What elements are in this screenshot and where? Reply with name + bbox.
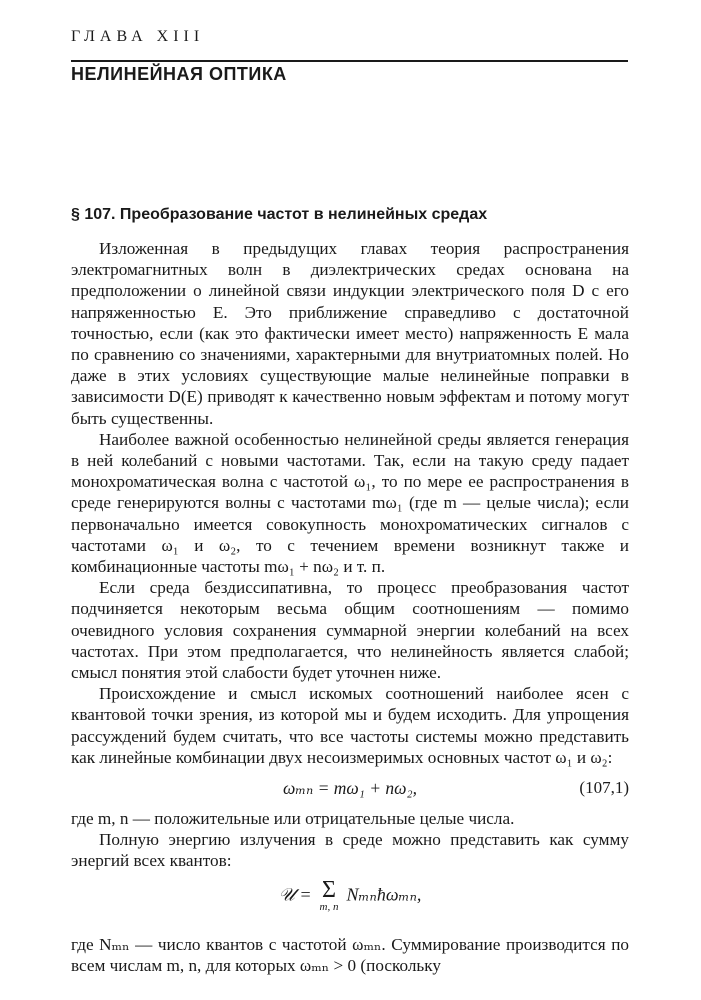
- section-title: § 107. Преобразование частот в нелинейных средах: [71, 206, 488, 223]
- formula-107-1-number: (107,1): [579, 778, 629, 798]
- formula-107-1-expression: ωₘₙ = mω₁ + nω₂,: [283, 778, 417, 799]
- formula-107-1: [71, 768, 629, 808]
- chapter-title: НЕЛИНЕЙНАЯ ОПТИКА: [71, 64, 287, 84]
- header-rule: [71, 60, 628, 62]
- sigma-symbol: Σ: [322, 876, 336, 903]
- energy-sum-formula: [71, 872, 629, 934]
- paragraph-6: Полную энергию излучения в среде можно представить как сумму энергий всех квантов:: [71, 830, 629, 871]
- paragraph-4: Происхождение и смысл искомых соотношений наиболее ясен с квантовой точки зрения, из которой мы и будем исходить. Для упрощения рассуждений будем считать, что все частоты системы можно представить как линейные комбинации двух несоизмеримых основных частот ω₁ и ω₂:: [71, 684, 629, 767]
- paragraph-5: где m, n — положительные или отрицательные целые числа.: [71, 809, 515, 829]
- energy-symbol: 𝒰 =: [278, 884, 312, 905]
- summation-sign: [316, 878, 342, 912]
- body-text: [71, 238, 629, 976]
- paragraph-3: Если среда бездиссипативна, то процесс преобразования частот подчиняется некоторым весьма общим соотношениям — помимо очевидного условия сохранения суммарной энергии колебаний на всех частотах. При этом предполагается, что нелинейность является слабой; смысл понятия этой слабости будет уточнен ниже.: [71, 578, 629, 683]
- summation-indices: m, n: [319, 900, 339, 913]
- paragraph-1: Изложенная в предыдущих главах теория распространения электромагнитных волн в диэлектрических средах основана на предположении о линейной связи индукции электрического поля D с его напряженностью E. Это приближение справедливо с достаточной точностью, если (как это фактически имеет место) напряженность E мала по сравнению со значениями, характерными для внутриатомных полей. Но даже в этих условиях существующие малые нелинейные поправки в зависимости D(E) приводят к качественно новым эффектам и потому могут быть существенны.: [71, 239, 629, 428]
- paragraph-7: где Nₘₙ — число квантов с частотой ωₘₙ. Суммирование производится по всем числам m, n, для которых ωₘₙ > 0 (поскольку: [71, 934, 629, 975]
- chapter-label: ГЛАВА XIII: [71, 28, 205, 45]
- energy-sum-terms: Nₘₙħωₘₙ,: [346, 884, 422, 905]
- paragraph-2: Наиболее важной особенностью нелинейной среды является генерация в ней колебаний с новыми частотами. Так, если на такую среду падает монохроматическая волна с частотой ω₁, то по мере ее распространения в среде генерируются волны с частотами mω₁ (где m — целые числа); если первоначально имеется совокупность монохроматических сигналов с частотами ω₁ и ω₂, то с течением времени возникнут также и комбинационные частоты mω₁ + nω₂ и т. п.: [71, 429, 629, 577]
